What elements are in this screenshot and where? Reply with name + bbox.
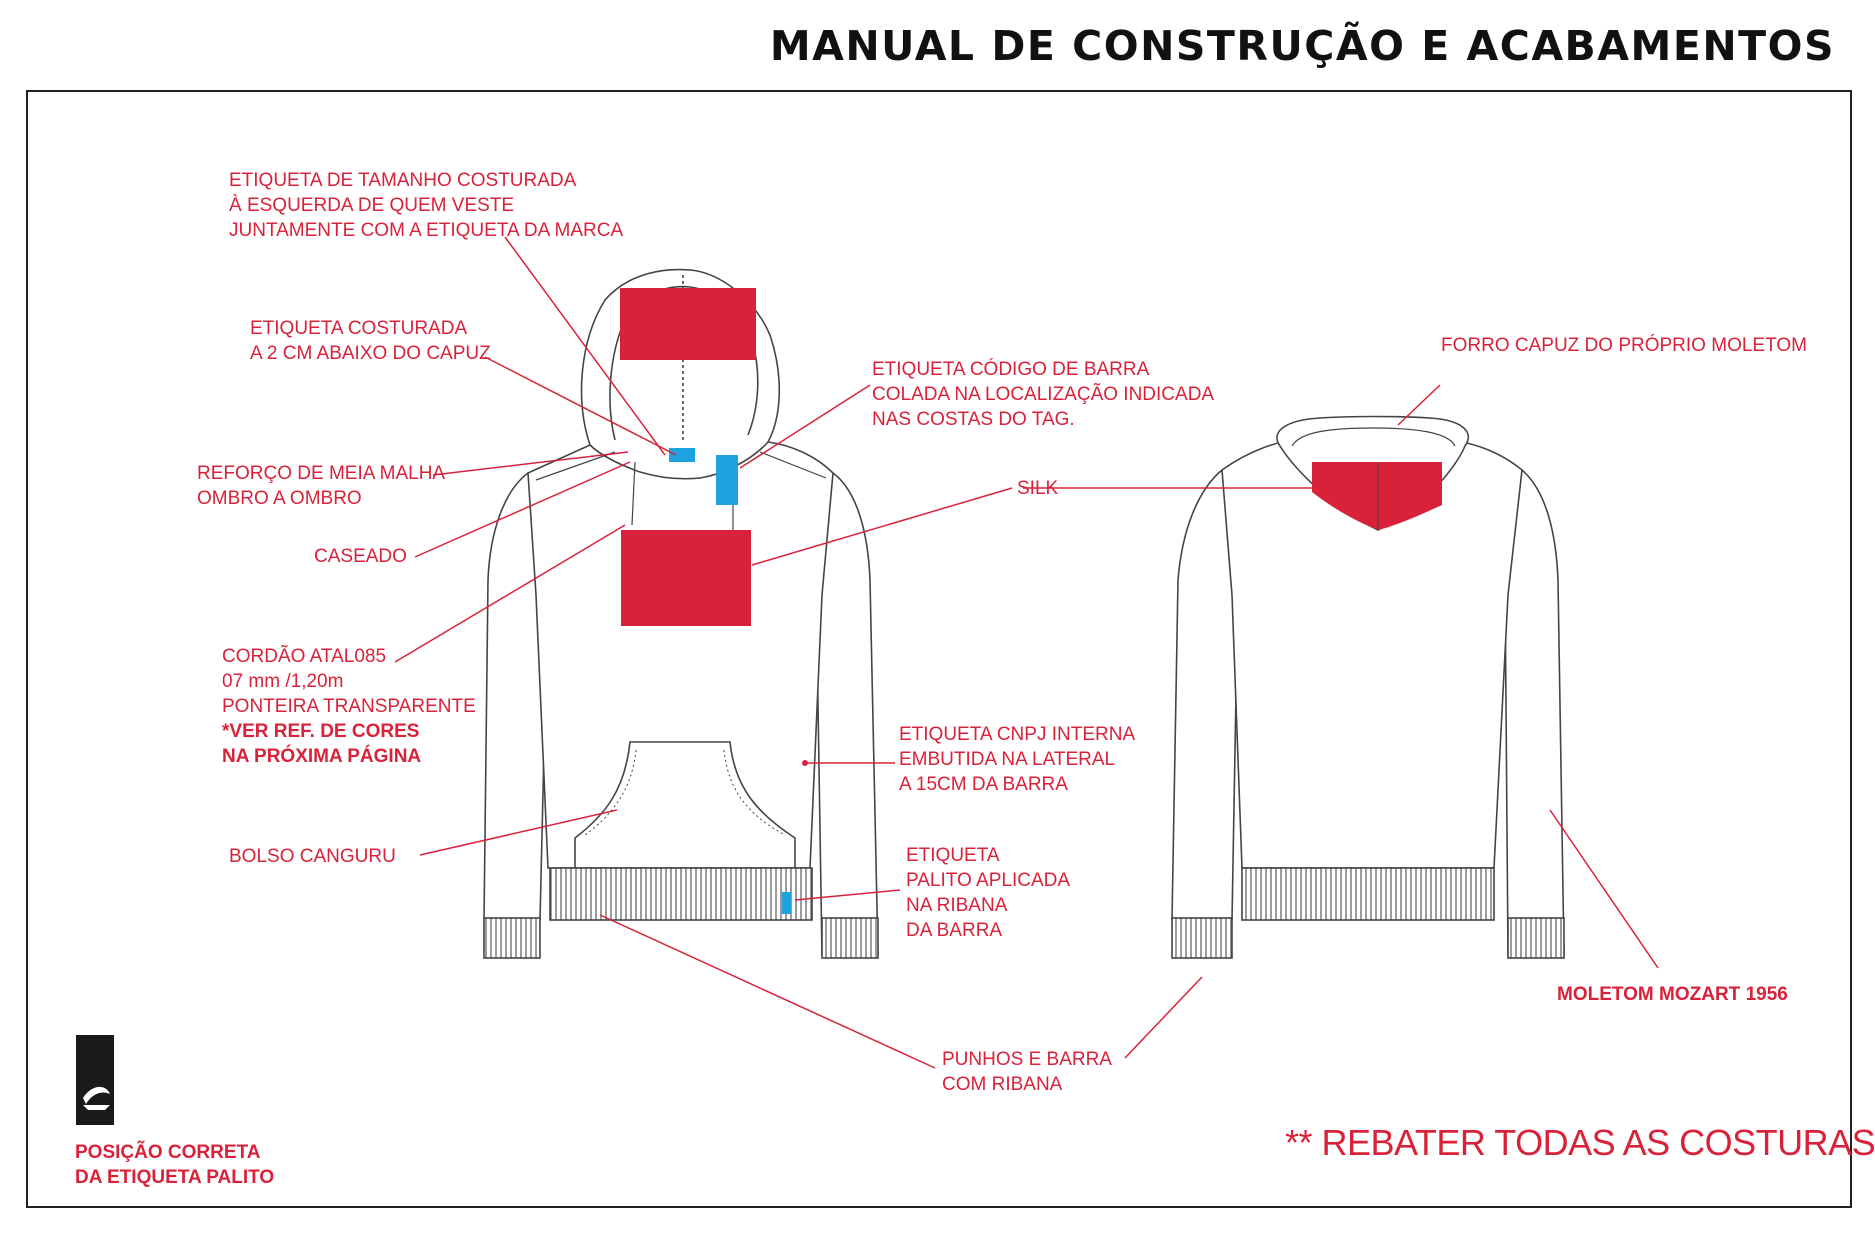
- label-silk: SILK: [1017, 478, 1059, 499]
- label-palito-position: POSIÇÃO CORRETA DA ETIQUETA PALITO: [75, 1142, 275, 1188]
- front-right-cuff: [822, 918, 878, 958]
- label-drawcord: CORDÃO ATAL085 07 mm /1,20m PONTEIRA TRANSPARENTE *VER REF. DE CORES NA PRÓXIMA PÁGINA: [222, 646, 476, 767]
- label-kangaroo-pocket: BOLSO CANGURU: [229, 846, 396, 867]
- palito-tag-sample: [76, 1035, 114, 1125]
- barcode-tag-mark: [716, 455, 738, 505]
- label-barcode-tag: ETIQUETA CÓDIGO DE BARRA COLADA NA LOCALIZAÇÃO INDICADA NAS COSTAS DO TAG.: [872, 359, 1215, 430]
- label-palito-tag: ETIQUETA PALITO APLICADA NA RIBANA DA BARRA: [906, 845, 1071, 941]
- front-left-cuff: [484, 918, 540, 958]
- label-sewn-tag: ETIQUETA COSTURADA A 2 CM ABAIXO DO CAPUZ: [250, 318, 491, 364]
- back-waist-rib: [1242, 868, 1494, 920]
- size-label-mark: [669, 448, 695, 462]
- label-hood-lining: FORRO CAPUZ DO PRÓPRIO MOLETOM: [1441, 335, 1807, 356]
- palito-label-mark: [782, 892, 791, 914]
- label-buttonhole: CASEADO: [314, 546, 407, 567]
- seam-instruction: ** REBATER TODAS AS COSTURAS: [1285, 1122, 1875, 1163]
- page-title: MANUAL DE CONSTRUÇÃO E ACABAMENTOS: [769, 22, 1835, 70]
- back-left-cuff: [1172, 918, 1232, 958]
- label-fabric: MOLETOM MOZART 1956: [1557, 984, 1788, 1005]
- label-size-tag: ETIQUETA DE TAMANHO COSTURADA À ESQUERDA DE QUEM VESTE JUNTAMENTE COM A ETIQUETA DA MARCA: [229, 170, 624, 241]
- label-cnpj-tag: ETIQUETA CNPJ INTERNA EMBUTIDA NA LATERAL A 15CM DA BARRA: [899, 724, 1136, 795]
- label-reinforcement: REFORÇO DE MEIA MALHA OMBRO A OMBRO: [197, 463, 446, 509]
- chest-silk-print: [621, 530, 751, 626]
- label-cuffs-waist: PUNHOS E BARRA COM RIBANA: [942, 1049, 1112, 1095]
- hood-silk-print: [620, 288, 756, 360]
- front-waist-rib: [550, 868, 812, 920]
- back-right-cuff: [1508, 918, 1564, 958]
